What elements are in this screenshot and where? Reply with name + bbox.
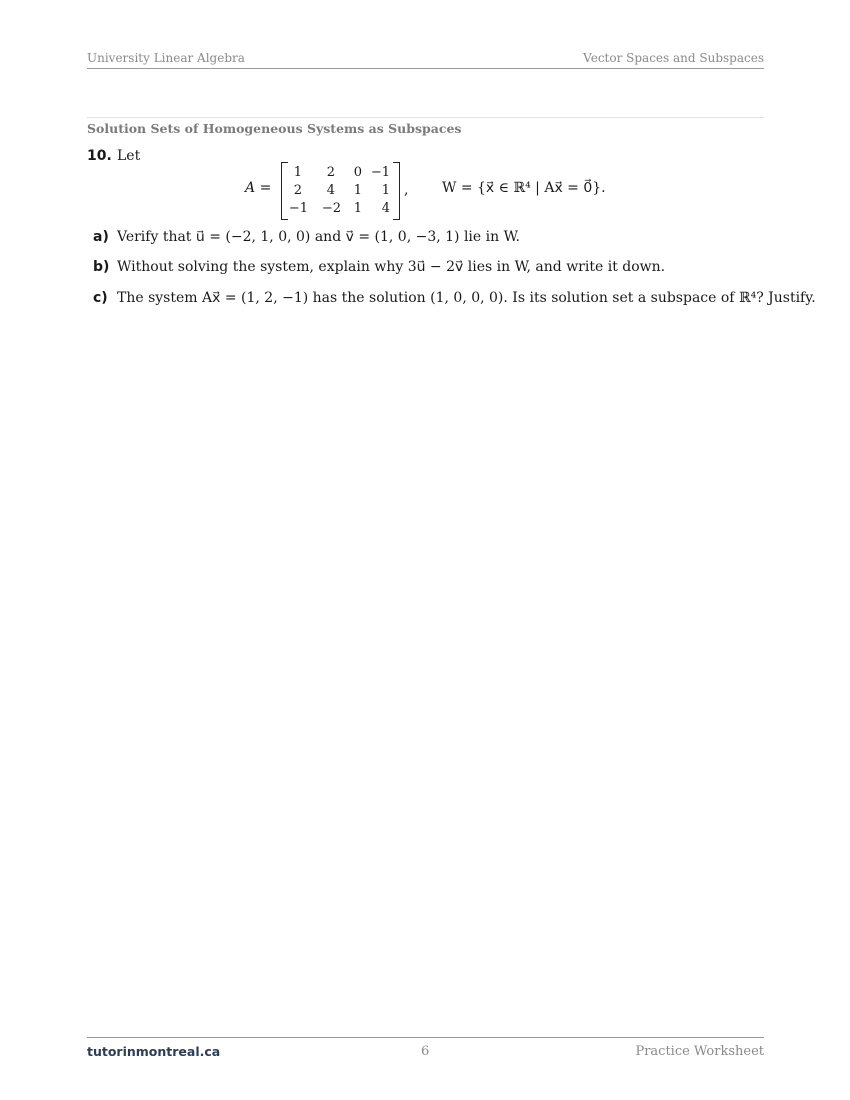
matrix-cell: 0 (353, 165, 362, 180)
matrix-cell: 2 (293, 183, 302, 198)
page-header (87, 51, 764, 69)
matrix-cell: 2 (326, 165, 335, 180)
matrix-cell: 4 (326, 183, 335, 198)
footer-document-type: Practice Worksheet (635, 1044, 764, 1059)
part-text: The system Ax⃗ = (1, 2, −1) has the solution (1, 0, 0, 0). Is its solution set a subspace of ℝ⁴? Justify. (117, 290, 816, 306)
problem-intro: Let (117, 148, 141, 164)
matrix-cell: 1 (353, 183, 362, 198)
problem-number: 10. (87, 148, 112, 164)
part-label: c) (93, 290, 108, 306)
matrix-cell: −1 (370, 165, 390, 180)
matrix-right-bracket (393, 162, 400, 220)
matrix-cell: 1 (381, 183, 390, 198)
matrix-cell: −1 (288, 201, 308, 216)
problem-part-a (93, 229, 520, 245)
problem-part-b (93, 259, 665, 275)
problem-equations (0, 160, 850, 224)
matrix-cell: −2 (321, 201, 341, 216)
part-label: b) (93, 259, 110, 275)
part-text: Without solving the system, explain why 3u⃗ − 2v⃗ lies in W, and write it down. (117, 259, 666, 275)
footer-website-link[interactable]: tutorinmontreal.ca (87, 1044, 221, 1059)
equation-comma: , (404, 182, 409, 198)
page-footer (87, 1037, 764, 1058)
section-divider (87, 117, 764, 118)
problem-part-c (93, 290, 816, 306)
matrix-cell: 4 (381, 201, 390, 216)
matrix-definition-lhs: A = (245, 180, 272, 196)
subspace-definition: W = {x⃗ ∈ ℝ⁴ | Ax⃗ = 0⃗}. (442, 180, 606, 196)
part-label: a) (93, 229, 109, 245)
header-course-title: University Linear Algebra (87, 51, 245, 65)
matrix-name: A (245, 180, 256, 196)
header-chapter-title: Vector Spaces and Subspaces (583, 51, 764, 65)
matrix-cell: 1 (293, 165, 302, 180)
page-number: 6 (421, 1044, 430, 1059)
part-text: Verify that u⃗ = (−2, 1, 0, 0) and v⃗ = (1, 0, −3, 1) lie in W. (117, 229, 520, 245)
section-title: Solution Sets of Homogeneous Systems as Subspaces (87, 121, 462, 136)
matrix-cell: 1 (353, 201, 362, 216)
